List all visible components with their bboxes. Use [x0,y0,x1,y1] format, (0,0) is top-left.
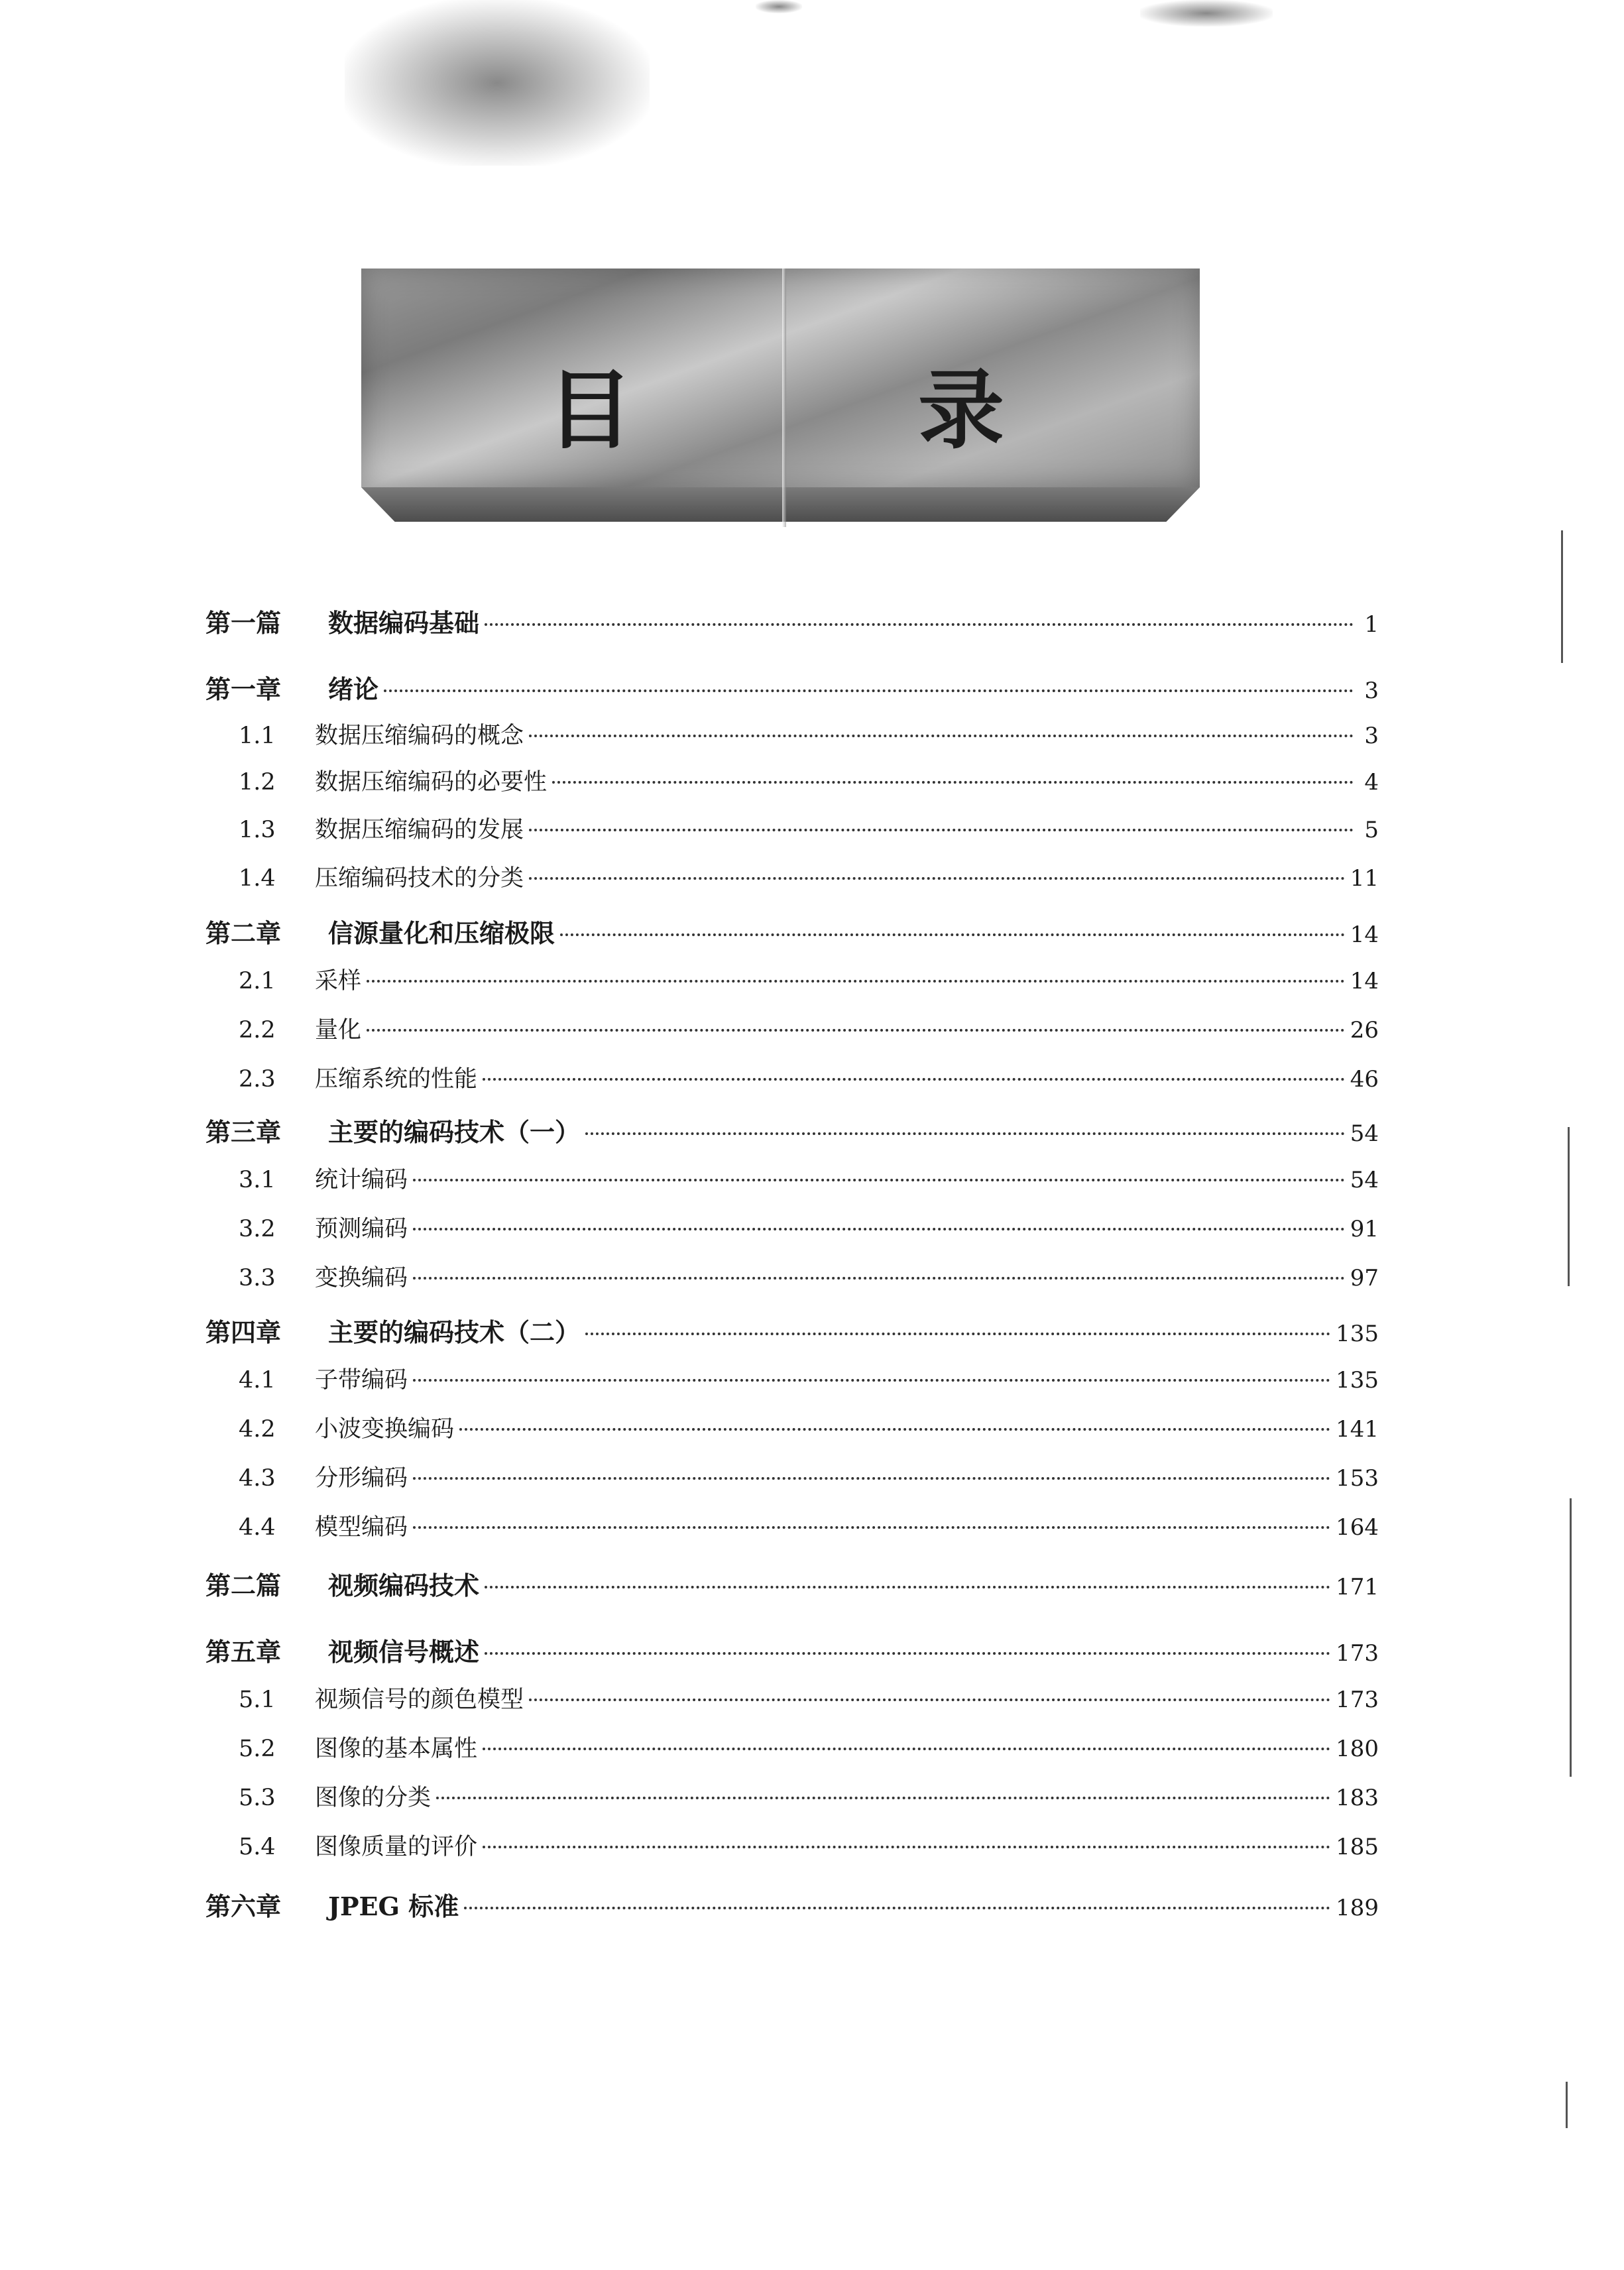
scan-edge-line [1561,530,1563,663]
toc-entry-5-1[interactable] [205,1683,1379,1716]
leader-dots [485,623,1354,626]
entry-page: 3 [1364,678,1379,704]
leader-dots [413,1228,1345,1230]
toc-entry-4-1[interactable] [205,1364,1379,1397]
entry-page: 26 [1350,1017,1379,1044]
entry-number: 5.3 [239,1785,276,1811]
entry-title: 图像的基本属性 [315,1736,478,1762]
entry-page: 173 [1336,1640,1379,1667]
leader-dots [560,933,1345,936]
leader-dots [483,1748,1330,1750]
entry-page: 183 [1336,1785,1379,1811]
toc-entry-3-2[interactable] [205,1213,1379,1246]
entry-page: 4 [1364,769,1379,796]
toc-entry-chapter3[interactable] [205,1116,1379,1150]
leader-dots [436,1797,1330,1799]
entry-title: 分形编码 [315,1465,408,1492]
leader-dots [529,829,1354,831]
entry-title: 视频编码技术 [328,1571,480,1600]
entry-number: 4.2 [239,1416,276,1443]
entry-title: 主要的编码技术（一） [328,1117,581,1147]
toc-entry-2-3[interactable] [205,1063,1379,1096]
entry-page: 164 [1336,1514,1379,1541]
leader-dots [459,1428,1330,1431]
entry-page: 153 [1336,1465,1379,1492]
leader-dots [367,1029,1345,1032]
scan-smudge [756,0,802,13]
leader-dots [464,1907,1330,1909]
scan-smudge [1140,0,1273,27]
entry-lead: 第四章 [205,1317,282,1347]
toc-entry-1-4[interactable] [205,862,1379,895]
entry-number: 2.2 [239,1017,276,1044]
entry-title: 小波变换编码 [315,1416,455,1443]
entry-number: 2.1 [239,968,276,994]
entry-title: 视频信号概述 [328,1637,480,1667]
toc-entry-4-3[interactable] [205,1462,1379,1495]
entry-title: 变换编码 [315,1265,408,1291]
entry-page: 54 [1350,1167,1379,1193]
entry-number: 5.2 [239,1736,276,1762]
scan-edge-line [1570,1498,1572,1777]
entry-page: 135 [1336,1367,1379,1394]
entry-page: 185 [1336,1834,1379,1860]
entry-page: 46 [1350,1066,1379,1093]
entry-page: 5 [1364,817,1379,843]
toc-entry-2-1[interactable] [205,965,1379,998]
leader-dots [585,1132,1345,1135]
entry-title: 绪论 [328,674,379,704]
entry-title: 视频信号的颜色模型 [315,1687,524,1713]
entry-title: 子带编码 [315,1367,408,1394]
toc-entry-3-1[interactable] [205,1164,1379,1197]
entry-page: 97 [1350,1265,1379,1291]
entry-title: 预测编码 [315,1216,408,1242]
entry-number: 3.1 [239,1167,276,1193]
entry-title: JPEG 标准 [328,1891,459,1921]
entry-page: 135 [1336,1321,1379,1347]
toc-entry-3-3[interactable] [205,1262,1379,1295]
entry-title: 信源量化和压缩极限 [328,918,555,948]
entry-title: 量化 [315,1017,362,1044]
leader-dots [413,1477,1330,1480]
entry-lead: 第二章 [205,918,282,948]
leader-dots [529,877,1345,880]
entry-number: 2.3 [239,1066,276,1093]
leader-dots [529,1699,1330,1701]
entry-page: 189 [1336,1895,1379,1921]
scan-edge-line [1568,1127,1570,1286]
toc-entry-part2[interactable] [205,1569,1379,1604]
leader-dots [367,980,1345,983]
entry-page: 173 [1336,1687,1379,1713]
entry-title: 压缩系统的性能 [315,1066,478,1093]
leader-dots [413,1526,1330,1529]
entry-title: 数据编码基础 [328,608,480,638]
entry-number: 4.4 [239,1514,276,1541]
entry-number: 4.3 [239,1465,276,1492]
entry-title: 统计编码 [315,1167,408,1193]
entry-number: 3.3 [239,1265,276,1291]
entry-page: 3 [1364,723,1379,749]
entry-number: 4.1 [239,1367,276,1394]
toc-entry-chapter5[interactable] [205,1636,1379,1670]
banner-bevel [361,487,1200,522]
entry-page: 54 [1350,1120,1379,1147]
leader-dots [413,1179,1345,1181]
entry-number: 3.2 [239,1216,276,1242]
leader-dots [552,781,1354,784]
entry-title: 压缩编码技术的分类 [315,865,524,892]
leader-dots [483,1078,1345,1081]
entry-page: 1 [1364,611,1379,638]
toc-entry-chapter6[interactable] [205,1890,1379,1925]
entry-page: 141 [1336,1416,1379,1443]
toc-entry-5-3[interactable] [205,1781,1379,1815]
leader-dots [585,1333,1330,1335]
title-char-2: 录 [918,359,1005,461]
toc-entry-1-3[interactable] [205,813,1379,847]
entry-page: 171 [1336,1574,1379,1600]
entry-title: 图像的分类 [315,1785,432,1811]
toc-entry-part1[interactable] [205,607,1379,641]
entry-page: 14 [1350,968,1379,994]
entry-number: 1.4 [239,865,276,892]
title-char-1: 目 [547,359,634,461]
leader-dots [413,1379,1330,1382]
toc-entry-chapter4[interactable] [205,1316,1379,1350]
entry-page: 180 [1336,1736,1379,1762]
leader-dots [384,689,1354,692]
entry-number: 1.1 [239,723,276,749]
leader-dots [485,1586,1330,1588]
toc-entry-2-2[interactable] [205,1014,1379,1047]
scan-smudge [345,0,650,166]
entry-lead: 第二篇 [205,1571,282,1600]
entry-title: 数据压缩编码的概念 [315,723,524,749]
scan-edge-line [1566,2082,1568,2128]
entry-page: 11 [1350,865,1379,892]
leader-dots [529,735,1354,737]
entry-title: 数据压缩编码的发展 [315,817,524,843]
entry-number: 1.2 [239,769,276,796]
leader-dots [485,1652,1330,1655]
leader-dots [483,1846,1330,1848]
banner-divider [782,269,786,527]
entry-title: 采样 [315,968,362,994]
leader-dots [413,1277,1345,1280]
toc-entry-5-2[interactable] [205,1732,1379,1765]
toc-entry-4-2[interactable] [205,1413,1379,1446]
entry-title: 图像质量的评价 [315,1834,478,1860]
entry-number: 5.4 [239,1834,276,1860]
toc-entry-chapter1[interactable] [205,673,1379,707]
banner-face [361,269,1200,487]
entry-title: 数据压缩编码的必要性 [315,769,548,796]
toc-entry-chapter2[interactable] [205,917,1379,951]
entry-title: 主要的编码技术（二） [328,1317,581,1347]
entry-number: 5.1 [239,1687,276,1713]
toc-entry-1-2[interactable] [205,766,1379,799]
entry-number: 1.3 [239,817,276,843]
entry-lead: 第六章 [205,1891,282,1921]
toc-entry-4-4[interactable] [205,1511,1379,1544]
entry-page: 91 [1350,1216,1379,1242]
entry-page: 14 [1350,922,1379,948]
title-banner [361,269,1200,527]
toc-entry-1-1[interactable] [205,719,1379,752]
entry-lead: 第五章 [205,1637,282,1667]
entry-title: 模型编码 [315,1514,408,1541]
entry-lead: 第一篇 [205,608,282,638]
entry-lead: 第三章 [205,1117,282,1147]
entry-lead: 第一章 [205,674,282,704]
toc-entry-5-4[interactable] [205,1830,1379,1864]
